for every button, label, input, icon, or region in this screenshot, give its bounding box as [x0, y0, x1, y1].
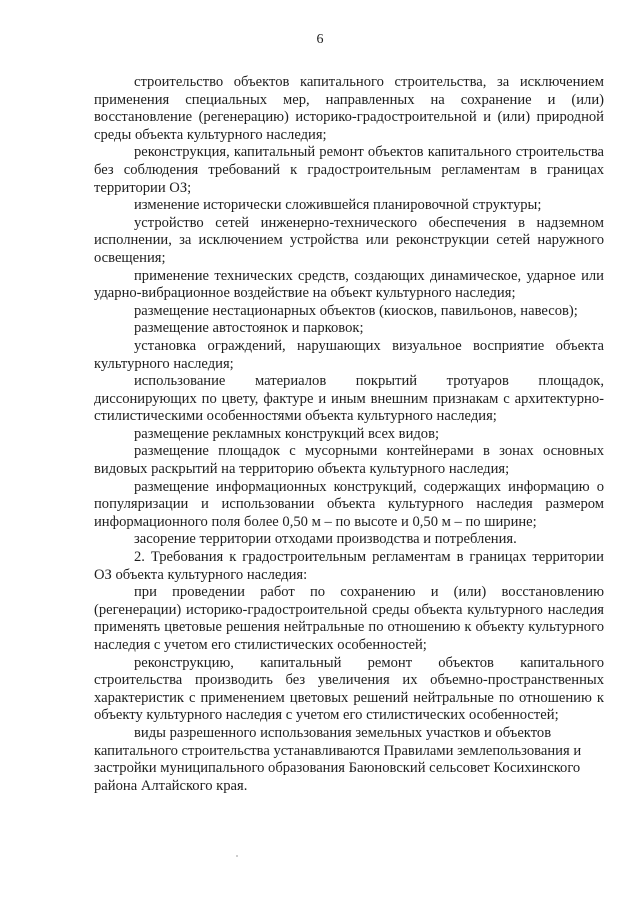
paragraph: размещение автостоянок и парковок; — [134, 320, 364, 337]
paragraph: размещение нестационарных объектов (киосков, павильонов, навесов); — [134, 302, 578, 319]
paragraph: размещение информационных конструкций, содержащих информацию о популяризации и использовании объекта культурного наследия размером информационного поля более 0,50 м – по высоте и 0,50 м – по ширине; — [94, 478, 604, 530]
paragraph: размещение рекламных конструкций всех видов; — [134, 425, 440, 442]
paragraph: устройство сетей инженерно-технического обеспечения в надземном исполнении, за исключением устройства или реконструкции сетей наружного освещения; — [94, 214, 604, 266]
paragraph: засорение территории отходами производства и потребления. — [134, 531, 517, 548]
paragraph: изменение исторически сложившейся планировочной структуры; — [134, 197, 542, 214]
paragraph: виды разрешенного использования земельных участков и объектов капитального строительства устанавливаются Правилами землепользования и застройки муниципального образования Баюновский сельсовет Косихинского района Алтайского края. — [94, 724, 582, 794]
paragraph: реконструкция, капитальный ремонт объектов капитального строительства без соблюдения требований к градостроительным регламентам в границах территории ОЗ; — [94, 144, 604, 196]
section-heading: 2. Требования к градостроительным регламентам в границах территории ОЗ объекта культурного наследия: — [94, 549, 604, 583]
page-number: 6 — [316, 32, 324, 47]
paragraph: установка ограждений, нарушающих визуальное восприятие объекта культурного наследия; — [94, 337, 604, 372]
scan-artifact — [236, 855, 238, 857]
paragraph: строительство объектов капитального строительства, за исключением применения специальных мер, направленных на сохранение и (или) восстановление (регенерацию) историко-градостроительной и (или) природной среды объекта культурного наследия; — [94, 74, 604, 143]
paragraph: использование материалов покрытий тротуаров площадок, диссонирующих по цвету, фактуре и иным внешним признакам с архитектурно-стилистическими особенностями объекта культурного наследия; — [94, 373, 604, 425]
paragraph: при проведении работ по сохранению и (или) восстановлению (регенерации) историко-градостроительной среды объекта культурного наследия применять цветовые решения нейтральные по отношению к объекту культурного наследия с учетом его стилистических особенностей; — [94, 584, 604, 653]
paragraph: реконструкцию, капитальный ремонт объектов капитального строительства производить без увеличения их объемно-пространственных характеристик с применением цветовых решений нейтральные по отношению к объекту культурного наследия с учетом его стилистических особенностей; — [94, 654, 604, 724]
document-body — [94, 74, 604, 795]
paragraph: применение технических средств, создающих динамическое, ударное или ударно-вибрационное воздействие на объект культурного наследия; — [94, 267, 604, 302]
paragraph: размещение площадок с мусорными контейнерами в зонах основных видовых раскрытий на территорию объекта культурного наследия; — [94, 443, 604, 478]
